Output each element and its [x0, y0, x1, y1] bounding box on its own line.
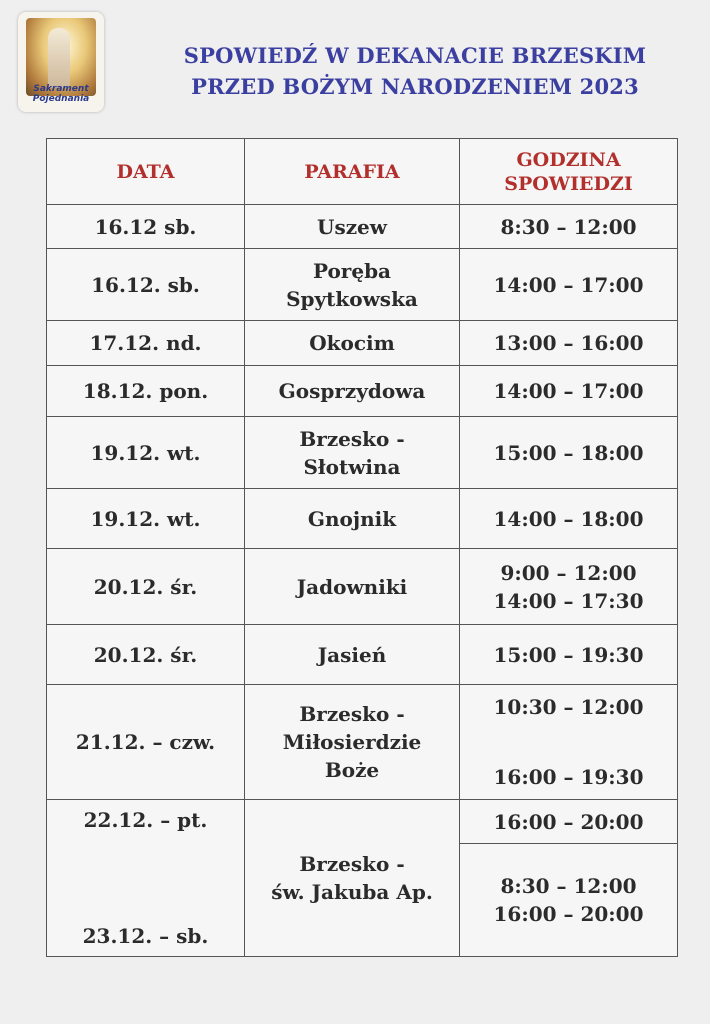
- time-line: 9:00 – 12:00: [500, 560, 637, 585]
- table-row: [47, 685, 678, 800]
- time-cell: 14:00 – 17:00: [460, 366, 678, 417]
- header-time-line-2: SPOWIEDZI: [504, 172, 633, 195]
- jesus-figure-icon: [48, 28, 70, 88]
- date-cell: [47, 800, 245, 957]
- parish-cell: Jasień: [245, 625, 460, 685]
- date-cell: 21.12. – czw.: [47, 685, 245, 800]
- time-cell: 14:00 – 17:00: [460, 249, 678, 321]
- date-cell: 16.12. sb.: [47, 249, 245, 321]
- parish-line: Słotwina: [303, 454, 401, 479]
- parish-cell: Jadowniki: [245, 549, 460, 625]
- parish-line: Brzesko -: [299, 702, 405, 726]
- parish-cell: Uszew: [245, 205, 460, 249]
- table-row: [47, 625, 678, 685]
- parish-cell: Gosprzydowa: [245, 366, 460, 417]
- parish-line: Brzesko -: [299, 426, 405, 451]
- date-cell: 16.12 sb.: [47, 205, 245, 249]
- time-line: 10:30 – 12:00: [493, 695, 644, 719]
- table-row: [47, 249, 678, 321]
- time-cell: [460, 685, 678, 800]
- date-cell: 17.12. nd.: [47, 321, 245, 366]
- parish-line: Brzesko -: [299, 852, 405, 876]
- parish-line: Spytkowska: [286, 286, 418, 311]
- header-time: [460, 139, 678, 205]
- table-row: [47, 489, 678, 549]
- time-cell: 15:00 – 18:00: [460, 417, 678, 489]
- date-cell: 20.12. śr.: [47, 625, 245, 685]
- page-title: [140, 40, 690, 102]
- time-cell: 14:00 – 18:00: [460, 489, 678, 549]
- time-line: 8:30 – 12:00: [500, 874, 637, 899]
- title-line-2: PRZED BOŻYM NARODZENIEM 2023: [191, 74, 639, 99]
- sakrament-pojednania-logo: [18, 12, 104, 112]
- parish-line: św. Jakuba Ap.: [271, 880, 433, 904]
- parish-cell: [245, 800, 460, 957]
- table-header-row: [47, 139, 678, 205]
- header-time-line-1: GODZINA: [516, 148, 621, 171]
- parish-line: Miłosierdzie: [282, 730, 422, 754]
- parish-cell: [245, 249, 460, 321]
- time-cell: 8:30 – 12:00: [460, 205, 678, 249]
- header-date: DATA: [47, 139, 245, 205]
- confession-schedule-table: [46, 138, 678, 957]
- parish-cell: Okocim: [245, 321, 460, 366]
- date-cell: 18.12. pon.: [47, 366, 245, 417]
- parish-cell: Gnojnik: [245, 489, 460, 549]
- parish-cell: [245, 685, 460, 800]
- table-row: [47, 321, 678, 366]
- time-cell: [460, 549, 678, 625]
- date-cell: 20.12. śr.: [47, 549, 245, 625]
- date-line: 23.12. – sb.: [82, 924, 209, 948]
- table-row: [47, 800, 678, 844]
- parish-line: Poręba: [312, 258, 392, 283]
- table-row: [47, 366, 678, 417]
- date-cell: 19.12. wt.: [47, 417, 245, 489]
- time-cell: 13:00 – 16:00: [460, 321, 678, 366]
- time-cell: 15:00 – 19:30: [460, 625, 678, 685]
- parish-cell: [245, 417, 460, 489]
- time-cell: 16:00 – 20:00: [460, 800, 678, 844]
- parish-line: Boże: [324, 758, 380, 782]
- date-line: 22.12. – pt.: [83, 808, 208, 832]
- table-row: [47, 205, 678, 249]
- time-line: 14:00 – 17:30: [493, 588, 644, 613]
- time-cell: [460, 844, 678, 957]
- time-line: 16:00 – 19:30: [493, 765, 644, 789]
- time-line: 16:00 – 20:00: [493, 902, 644, 927]
- table-row: [47, 549, 678, 625]
- date-cell: 19.12. wt.: [47, 489, 245, 549]
- title-line-1: SPOWIEDŹ W DEKANACIE BRZESKIM: [183, 43, 647, 68]
- table-row: [47, 417, 678, 489]
- header-parish: PARAFIA: [245, 139, 460, 205]
- logo-text: Sakrament Pojednania: [32, 84, 90, 104]
